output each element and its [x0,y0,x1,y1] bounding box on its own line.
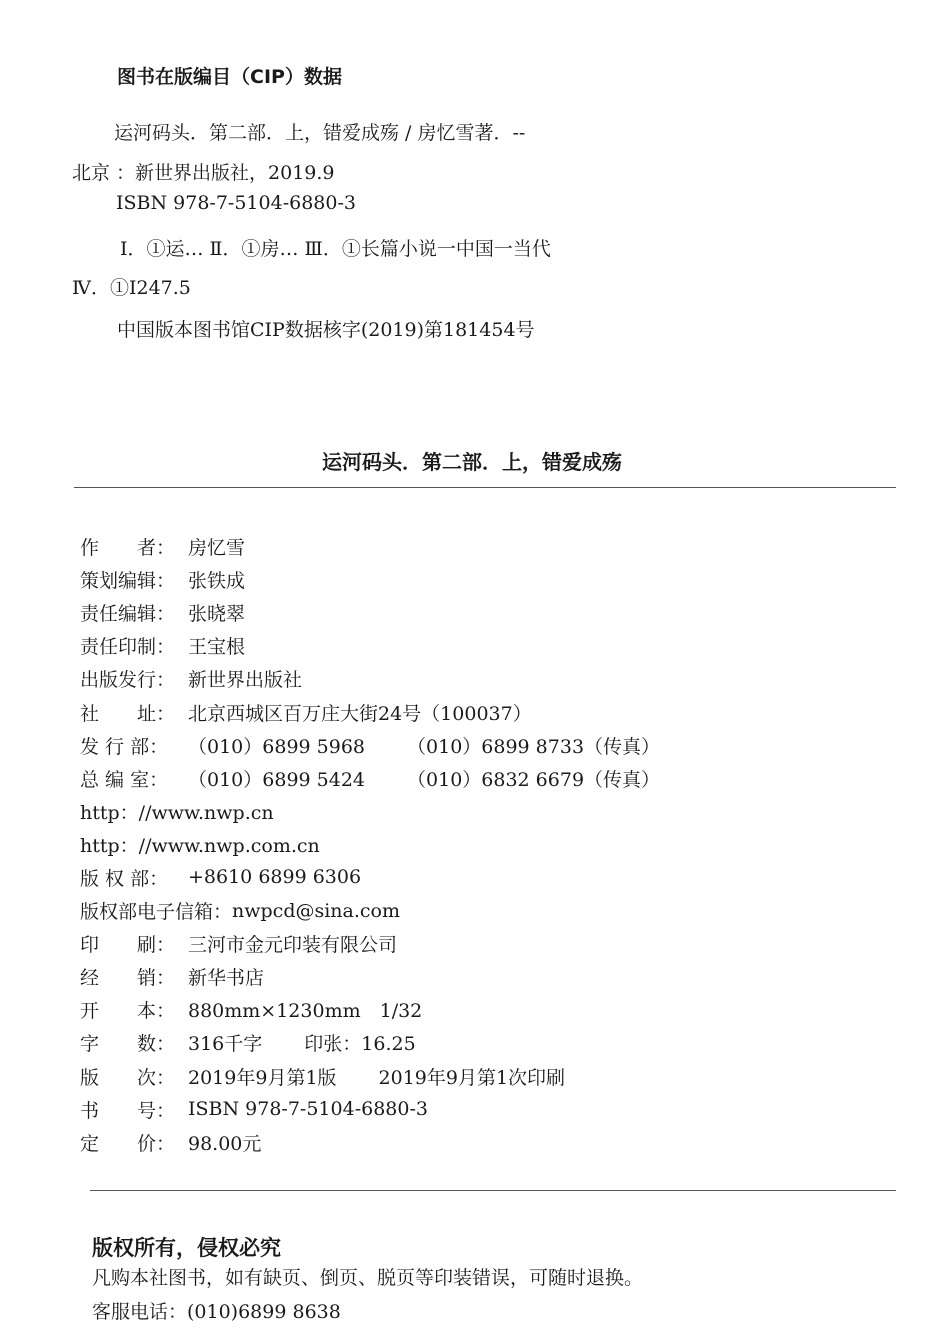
customer-service: 客服电话：(010)6899 8638 [92,1301,341,1323]
detail-value: 房忆雪 [188,537,246,560]
detail-label: 定 价： [80,1132,176,1155]
detail-value: （010）6899 5424 [188,768,366,791]
divider-top [74,487,896,488]
detail-value: 316千字 [188,1033,263,1056]
detail-value: 张晓翠 [188,603,246,626]
detail-row [80,960,780,993]
detail-label: 发 行 部： [80,735,169,758]
detail-row [80,828,780,861]
detail-label: 经 销： [80,967,176,990]
detail-label: 开 本： [80,1000,176,1023]
detail-row [80,662,780,695]
detail-label: 版 次： [80,1066,176,1089]
detail-row [80,695,780,728]
detail-row [80,530,780,563]
detail-label: 责任印制： [80,636,176,659]
detail-row [80,629,780,662]
detail-label: 书 号： [80,1099,176,1122]
detail-value: +8610 6899 6306 [188,866,362,889]
book-title: 运河码头．第二部．上，错爱成殇 [322,450,622,474]
detail-row [80,861,780,894]
divider-bottom [90,1190,896,1191]
publication-details [80,530,780,1159]
detail-label: 版权部电子信箱： [80,901,233,924]
detail-value: 三河市金元印装有限公司 [188,934,398,957]
detail-label: 责任编辑： [80,603,176,626]
detail-label: 策划编辑： [80,570,176,593]
detail-label: 社 址： [80,702,176,725]
cip-line-2: 北京 ：新世界出版社，2019.9 [72,162,335,184]
detail-value: ISBN 978-7-5104-6880-3 [188,1098,428,1121]
detail-extra: （010）6832 6679（传真） [407,768,661,791]
detail-value: http：//www.nwp.cn [80,801,274,824]
detail-row [80,993,780,1026]
detail-row [80,596,780,629]
detail-value: 北京西城区百万庄大街24号（100037） [188,702,532,725]
detail-value: 新世界出版社 [188,669,303,692]
detail-label: 出版发行： [80,669,176,692]
detail-extra: （010）6899 8733（传真） [407,735,661,758]
detail-row [80,1026,780,1059]
detail-label: 作 者： [80,537,176,560]
cip-line-1: 运河码头．第二部．上，错爱成殇 / 房忆雪著．-- [114,122,526,144]
detail-value: 98.00元 [188,1132,262,1155]
rights-heading: 版权所有，侵权必究 [92,1236,281,1260]
detail-row [80,1126,780,1159]
detail-row [80,894,780,927]
detail-row [80,762,780,795]
detail-row [80,927,780,960]
detail-extra: 2019年9月第1次印刷 [378,1066,566,1089]
cip-line-6: 中国版本图书馆CIP数据核字(2019)第181454号 [117,319,535,341]
detail-row [80,795,780,828]
detail-value: （010）6899 5968 [188,735,366,758]
detail-label: 总 编 室： [80,768,169,791]
detail-row [80,729,780,762]
detail-extra: 印张：16.25 [304,1033,416,1056]
detail-value: 新华书店 [188,967,265,990]
cip-line-3: ISBN 978-7-5104-6880-3 [116,192,356,214]
detail-label: 字 数： [80,1033,176,1056]
detail-row [80,563,780,596]
cip-line-4: Ⅰ．①运… Ⅱ．①房… Ⅲ．①长篇小说一中国一当代 [120,238,551,260]
cip-line-5: Ⅳ．①I247.5 [72,277,191,299]
detail-value: 王宝根 [188,636,246,659]
detail-value: 880mm×1230mm 1/32 [188,1000,423,1023]
detail-value: 2019年9月第1版 [188,1066,337,1089]
detail-row [80,1060,780,1093]
cip-heading: 图书在版编目（CIP）数据 [117,66,342,88]
detail-label: 版 权 部： [80,867,169,890]
detail-label: 印 刷： [80,934,176,957]
detail-value: nwpcd@sina.com [232,899,401,922]
detail-value: 张铁成 [188,570,246,593]
rights-notice: 凡购本社图书，如有缺页、倒页、脱页等印装错误，可随时退换。 [92,1267,644,1289]
detail-row [80,1093,780,1126]
detail-value: http：//www.nwp.com.cn [80,834,320,857]
